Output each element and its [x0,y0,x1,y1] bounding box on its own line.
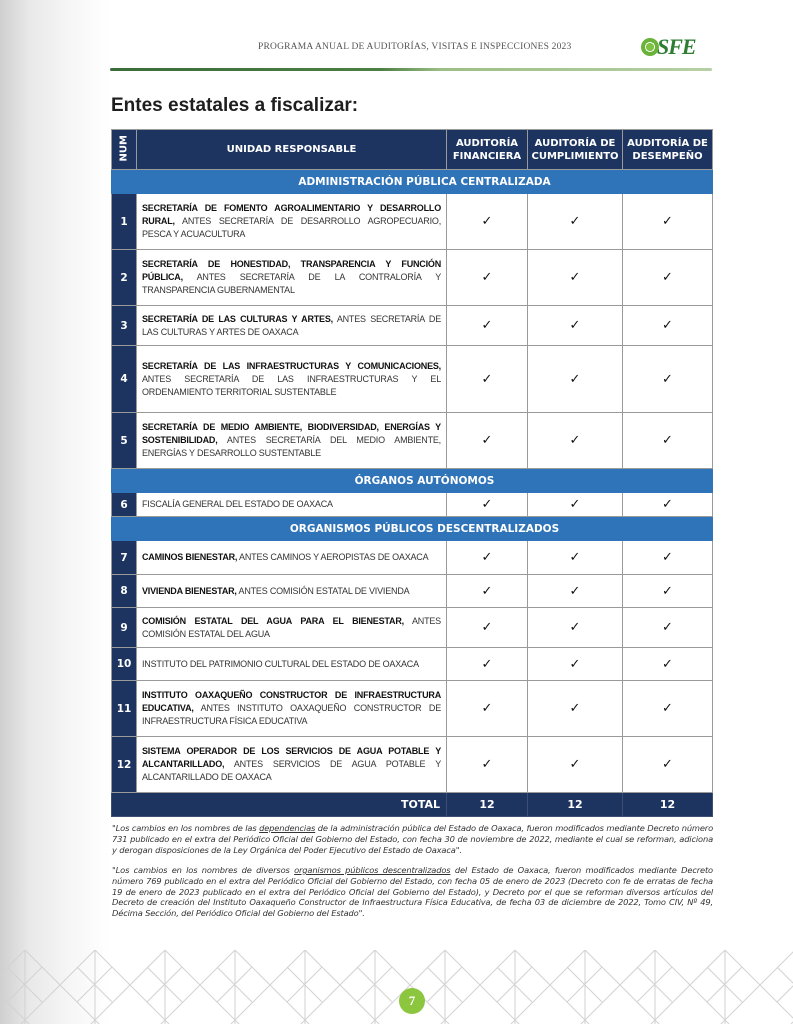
check-icon-cumplimiento: ✓ [528,648,623,681]
group-label: ORGANISMOS PÚBLICOS DESCENTRALIZADOS [137,517,713,541]
unit-former-name: ANTES SERVICIOS DE AGUA POTABLE Y ALCANTARILLADO DE OAXACA [142,759,441,782]
table-row [112,608,713,648]
footnote-dependencias: "Los cambios en los nombres de las dependencias de la administración pública del Estado de Oaxaca, fueron modificados mediante Decreto número 731 publicado en el extra del Periódico Oficial del Gobierno del Estado, con fecha 30 de noviembre de 2022, mediante el cual se reforman, adiciona y derogan disposiciones de la Ley Orgánica del Poder Ejecutivo del Estado de Oaxaca". [112,823,713,855]
unit-former-name: FISCALÍA GENERAL DEL ESTADO DE OAXACA [142,499,333,509]
check-icon-desempeno: ✓ [623,306,713,346]
unit-current-name: VIVIENDA BIENESTAR, [142,585,237,596]
row-number: 5 [112,413,137,469]
total-row [112,793,713,817]
entities-table [111,129,713,817]
unit-current-name: SECRETARÍA DE MEDIO AMBIENTE, BIODIVERSIDAD, ENERGÍAS Y SOSTENIBILIDAD, [142,422,441,445]
table-row [112,681,713,737]
unit-name-cell [137,194,447,250]
check-icon-desempeno: ✓ [623,681,713,737]
row-number: 1 [112,194,137,250]
total-financiera: 12 [447,793,528,817]
unit-current-name: SISTEMA OPERADOR DE LOS SERVICIOS DE AGUA POTABLE Y ALCANTARILLADO, [142,746,441,769]
unit-former-name: ANTES COMISIÓN ESTATAL DEL AGUA [142,615,441,639]
row-number: 2 [112,250,137,306]
unit-former-name: ANTES SECRETARÍA DE LA CONTRALORÍA Y TRANSPARENCIA GUBERNAMENTAL [142,272,441,295]
check-icon-cumplimiento: ✓ [528,737,623,793]
group-header-row [112,469,713,493]
column-header-num: NUM [112,130,137,170]
unit-current-name: SECRETARÍA DE HONESTIDAD, TRANSPARENCIA Y FUNCIÓN PÚBLICA, [142,259,441,282]
column-header-unit: UNIDAD RESPONSABLE [137,130,447,170]
row-number: 12 [112,737,137,793]
check-icon-desempeno: ✓ [623,648,713,681]
check-icon-financiera: ✓ [447,194,528,250]
check-icon-desempeno: ✓ [623,575,713,608]
check-icon-cumplimiento: ✓ [528,306,623,346]
total-desempeno: 12 [623,793,713,817]
table-row [112,493,713,517]
table-row [112,346,713,413]
unit-name-cell [137,493,447,517]
check-icon-financiera: ✓ [447,541,528,575]
table-row [112,648,713,681]
total-label: TOTAL [112,793,447,817]
check-icon-financiera: ✓ [447,346,528,413]
check-icon-financiera: ✓ [447,306,528,346]
unit-name-cell [137,541,447,575]
row-number: 9 [112,608,137,648]
document-header-title: PROGRAMA ANUAL DE AUDITORÍAS, VISITAS E INSPECCIONES 2023 [258,42,572,52]
section-title: Entes estatales a fiscalizar: [111,95,359,116]
table-header-row [112,130,713,170]
total-cumplimiento: 12 [528,793,623,817]
unit-name-cell [137,306,447,346]
row-number: 6 [112,493,137,517]
group-label: ADMINISTRACIÓN PÚBLICA CENTRALIZADA [137,170,713,194]
check-icon-cumplimiento: ✓ [528,493,623,517]
unit-former-name: ANTES SECRETARÍA DE DESARROLLO AGROPECUARIO, PESCA Y ACUACULTURA [142,216,441,239]
geometric-pattern-decoration [0,950,793,1024]
page-number-badge: 7 [399,988,425,1014]
row-number: 7 [112,541,137,575]
check-icon-desempeno: ✓ [623,250,713,306]
unit-former-name: ANTES CAMINOS Y AEROPISTAS DE OAXACA [237,552,429,562]
unit-current-name: SECRETARÍA DE LAS INFRAESTRUCTURAS Y COMUNICACIONES, [142,360,441,371]
unit-former-name: ANTES SECRETARÍA DE LAS INFRAESTRUCTURAS Y EL ORDENAMIENTO TERRITORIAL SUSTENTABLE [142,373,441,397]
osfe-logo [641,33,716,61]
check-icon-cumplimiento: ✓ [528,575,623,608]
header-divider [110,68,712,71]
check-icon-financiera: ✓ [447,681,528,737]
unit-name-cell [137,648,447,681]
unit-name-cell [137,575,447,608]
underlined-term: dependencias [259,823,316,833]
check-icon-cumplimiento: ✓ [528,346,623,413]
check-icon-desempeno: ✓ [623,346,713,413]
row-number: 10 [112,648,137,681]
check-icon-desempeno: ✓ [623,737,713,793]
group-num-cell [112,517,137,541]
unit-former-name: ANTES COMISIÓN ESTATAL DE VIVIENDA [236,585,410,596]
check-icon-cumplimiento: ✓ [528,681,623,737]
unit-former-name: ANTES SECRETARÍA DE LAS CULTURAS Y ARTES DE OAXACA [142,313,441,337]
group-header-row [112,517,713,541]
check-icon-financiera: ✓ [447,413,528,469]
unit-current-name: COMISIÓN ESTATAL DEL AGUA PARA EL BIENESTAR, [142,615,404,626]
column-header-desempeno: AUDITORÍA DE DESEMPEÑO [623,130,713,170]
unit-former-name: ANTES INSTITUTO OAXAQUEÑO CONSTRUCTOR DE INFRAESTRUCTURA FÍSICA EDUCATIVA [142,703,441,726]
table-row [112,250,713,306]
table-row [112,575,713,608]
unit-name-cell [137,737,447,793]
check-icon-financiera: ✓ [447,648,528,681]
check-icon-financiera: ✓ [447,737,528,793]
check-icon-financiera: ✓ [447,575,528,608]
footnote-organismos: "Los cambios en los nombres de diversos organismos públicos descentralizados del Estado de Oaxaca, fueron modificados mediante Decreto número 769 publicado en el extra del Periódico Oficial del Gobierno del Estado, con fecha 05 de enero de 2023 (Decreto con fe de erratas de fecha 19 de enero de 2023 publicado en el extra del Periódico Oficial del Gobierno del Estado), y Decreto por el que se reforman diversos artículos del Decreto de creación del Instituto Oaxaqueño Constructor de Infraestructura Física Educativa, de fecha 03 de diciembre de 2022, Tomo CIV, Nº 49, Décima Sección, del Periódico Oficial del Gobierno del Estado". [112,865,713,919]
unit-name-cell [137,346,447,413]
check-icon-desempeno: ✓ [623,413,713,469]
unit-current-name: SECRETARÍA DE LAS CULTURAS Y ARTES, [142,313,333,324]
table-row [112,541,713,575]
row-number: 4 [112,346,137,413]
check-icon-financiera: ✓ [447,493,528,517]
check-icon-financiera: ✓ [447,608,528,648]
check-icon-desempeno: ✓ [623,194,713,250]
table-row [112,194,713,250]
unit-current-name: INSTITUTO OAXAQUEÑO CONSTRUCTOR DE INFRAESTRUCTURA EDUCATIVA, [142,690,441,713]
check-icon-cumplimiento: ✓ [528,413,623,469]
check-icon-cumplimiento: ✓ [528,541,623,575]
check-icon-cumplimiento: ✓ [528,194,623,250]
group-label: ÓRGANOS AUTÓNOMOS [137,469,713,493]
check-icon-desempeno: ✓ [623,541,713,575]
column-header-financiera: AUDITORÍA FINANCIERA [447,130,528,170]
check-icon-desempeno: ✓ [623,608,713,648]
column-header-cumplimiento: AUDITORÍA DE CUMPLIMIENTO [528,130,623,170]
table-row [112,737,713,793]
unit-former-name: ANTES SECRETARÍA DEL MEDIO AMBIENTE, ENERGÍAS Y DESARROLLO SUSTENTABLE [142,435,441,458]
row-number: 11 [112,681,137,737]
unit-name-cell [137,608,447,648]
unit-name-cell [137,250,447,306]
row-number: 8 [112,575,137,608]
group-num-cell [112,469,137,493]
table-row [112,306,713,346]
check-icon-desempeno: ✓ [623,493,713,517]
unit-current-name: SECRETARÍA DE FOMENTO AGROALIMENTARIO Y DESARROLLO RURAL, [142,203,441,226]
row-number: 3 [112,306,137,346]
unit-former-name: INSTITUTO DEL PATRIMONIO CULTURAL DEL ESTADO DE OAXACA [142,658,419,669]
check-icon-financiera: ✓ [447,250,528,306]
unit-current-name: CAMINOS BIENESTAR, [142,552,238,562]
logo-text: SFE [657,34,696,59]
check-icon-cumplimiento: ✓ [528,250,623,306]
unit-name-cell [137,413,447,469]
group-num-cell [112,170,137,194]
underlined-term: organismos públicos descentralizados [294,865,451,875]
group-header-row [112,170,713,194]
table-row [112,413,713,469]
check-icon-cumplimiento: ✓ [528,608,623,648]
unit-name-cell [137,681,447,737]
